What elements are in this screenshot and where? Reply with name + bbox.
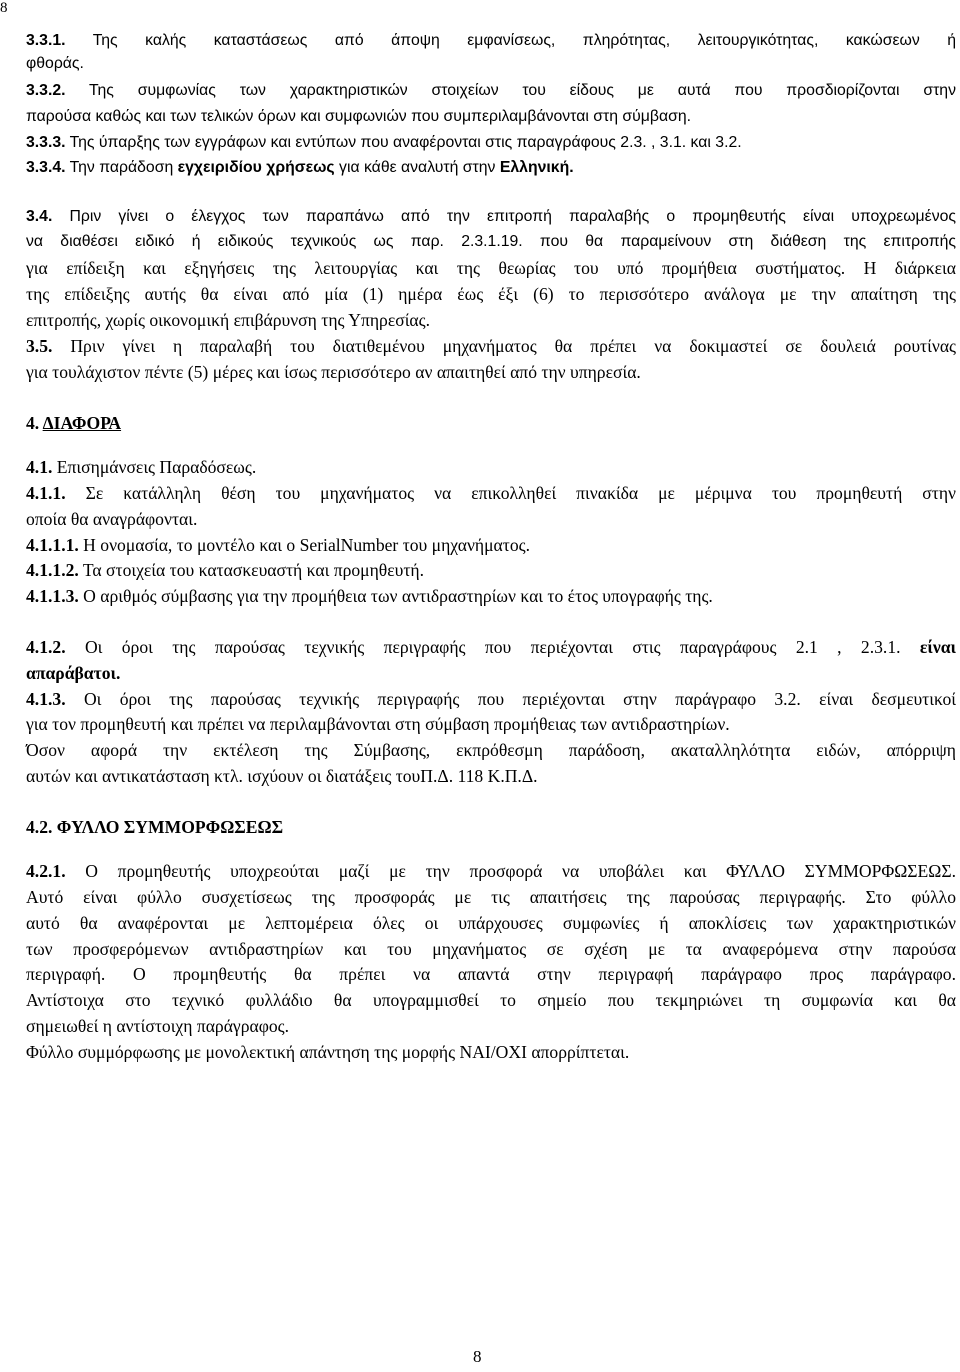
text-run: παρούσα καθώς και των τελικών όρων και συμφωνιών που συμπεριλαμβάνονται στη σύμβαση. xyxy=(26,108,692,125)
text-run: Την παράδοση xyxy=(65,159,178,176)
text-line xyxy=(26,1013,956,1039)
text-run: φθοράς. xyxy=(26,55,84,72)
text-run: να διαθέσει ειδικό ή ειδικούς τεχνικούς ως παρ. 2.3.1.19. που θα παραμείνουν στη διάθεση της επιτροπής xyxy=(26,233,956,250)
bold-text: είναι xyxy=(919,637,956,657)
text-run: σημειωθεί η αντίστοιχη παράγραφος. xyxy=(26,1016,290,1036)
text-run: Επισημάνσεις Παραδόσεως. xyxy=(52,457,257,477)
text-line xyxy=(26,711,956,737)
text-line xyxy=(26,936,956,962)
text-line xyxy=(26,480,956,506)
text-line xyxy=(26,814,956,840)
text-line xyxy=(26,155,956,181)
text-line xyxy=(26,634,956,660)
text-run: Ο προμηθευτής υποχρεούται μαζί με την προσφορά να υποβάλει και ΦΥΛΛΟ ΣΥΜΜΟΡΦΩΣΕΩΣ. xyxy=(65,861,956,881)
text-run: Φύλλο συμμόρφωσης με μονολεκτική απάντηση της μορφής ΝΑΙ/ΟΧΙ απορρίπτεται. xyxy=(26,1042,630,1062)
bold-text: 3.3.1. xyxy=(26,32,66,49)
text-run: Όσον αφορά την εκτέλεση της Σύμβασης, εκπρόθεσμη παράδοση, ακαταλληλότητα ειδών, απόρριψη xyxy=(26,740,956,760)
text-run: αυτών και αντικατάσταση κτλ. ισχύουν οι διατάξεις τουΠ.Δ. 118 Κ.Π.Δ. xyxy=(26,766,538,786)
text-run: Οι όροι της παρούσας τεχνικής περιγραφής που περιέχονται στις παραγράφους 2.1 , 2.3.1. xyxy=(65,637,920,657)
bold-text: Ελληνική. xyxy=(499,159,574,176)
text-run: Τα στοιχεία του κατασκευαστή και προμηθευτή. xyxy=(78,560,425,580)
text-line xyxy=(26,104,956,130)
text-line xyxy=(26,255,956,281)
bold-text: 4.2.1. xyxy=(26,861,66,881)
bold-text: 3.3.2. xyxy=(26,82,66,99)
text-run: Της συμφωνίας των χαρακτηριστικών στοιχείων του είδους με αυτά που προσδιορίζονται στην xyxy=(65,82,956,99)
bold-text: 4.1.3. xyxy=(26,689,66,709)
text-line xyxy=(26,333,956,359)
text-line xyxy=(26,410,956,436)
text-run: των προσφερόμενων αντιδραστηρίων και του μηχανήματος σε σχέση με τα αναφερόμενα στην παρούσα xyxy=(26,939,956,959)
text-line xyxy=(26,506,956,532)
text-run: Πριν γίνει ο έλεγχος των παραπάνω από την επιτροπή παραλαβής ο προμηθευτής είναι υποχρεωμένος xyxy=(52,208,956,225)
text-run: για τον προμηθευτή και πρέπει να περιλαμβάνονται στη σύμβαση προμήθειας των αντιδραστηρίων. xyxy=(26,714,730,734)
text-line xyxy=(26,532,956,558)
bold-text: 4.1.2. xyxy=(26,637,66,657)
text-line xyxy=(26,686,956,712)
bold-text: 3.4. xyxy=(26,208,53,225)
text-line xyxy=(26,229,956,255)
bold-text: 4.1.1.1. xyxy=(26,535,79,555)
text-run: Αντίστοιχα στο τεχνικό φυλλάδιο θα υπογραμμισθεί το σημείο που τεκμηριώνει τη συμφωνία και θα xyxy=(26,990,956,1010)
text-line xyxy=(26,557,956,583)
text-line xyxy=(26,130,956,156)
text-line xyxy=(26,737,956,763)
bold-text: απαράβατοι. xyxy=(26,663,121,683)
bold-text: 4. xyxy=(26,413,43,433)
text-line xyxy=(26,281,956,307)
bold-text: 4.1.1.2. xyxy=(26,560,79,580)
text-line xyxy=(26,660,956,686)
text-run: επιτροπής, χωρίς οικονομική επιβάρυνση της Υπηρεσίας. xyxy=(26,310,431,330)
text-run: οποία θα αναγράφονται. xyxy=(26,509,198,529)
text-line xyxy=(26,858,956,884)
bold-text: 3.3.4. xyxy=(26,159,66,176)
text-run: Της ύπαρξης των εγγράφων και εντύπων που αναφέρονται στις παραγράφους 2.3. , 3.1. και 3.2. xyxy=(65,134,742,151)
text-line xyxy=(26,910,956,936)
text-line xyxy=(26,987,956,1013)
text-run: Πριν γίνει η παραλαβή του διατιθεμένου μηχανήματος θα πρέπει να δοκιμαστεί σε δουλειά ρουτίνας xyxy=(52,336,956,356)
text-run: περιγραφή. Ο προμηθευτής θα πρέπει να απαντά στην περιγραφή παράγραφο προς παράγραφο. xyxy=(26,964,956,984)
text-run: για επίδειξη και εξηγήσεις της λειτουργίας και της θεωρίας του υπό προμήθεια συστήματος. Η διάρκεια xyxy=(26,258,956,278)
text-run: Αυτό είναι φύλλο συσχετίσεως της προσφοράς με τις απαιτήσεις της παρούσας περιγραφής. Στο φύλλο xyxy=(26,887,956,907)
text-run: Ο αριθμός σύμβασης για την προμήθεια των αντιδραστηρίων και το έτος υπογραφής της. xyxy=(78,586,713,606)
bold-text: 3.5. xyxy=(26,336,53,356)
text-line xyxy=(26,359,956,385)
text-line xyxy=(26,583,956,609)
text-line xyxy=(26,454,956,480)
text-line xyxy=(26,884,956,910)
bold-text: ΔΙΑΦΟΡΑ xyxy=(42,413,122,433)
page-number-bottom: 8 xyxy=(473,1347,482,1366)
text-run: Σε κατάλληλη θέση του μηχανήματος να επικολληθεί πινακίδα με μέριμνα του προμηθευτή στην xyxy=(65,483,956,503)
bold-text: 4.1.1. xyxy=(26,483,66,503)
text-run: αυτό θα αναφέρονται με λεπτομέρεια όλες οι υπάρχουσες συμφωνίες ή αποκλίσεις των χαρακτηριστικών xyxy=(26,913,956,933)
bold-text: 3.3.3. xyxy=(26,134,66,151)
text-run: Της καλής καταστάσεως από άποψη εμφανίσεως, πληρότητας, λειτουργικότητας, κακώσεων ή xyxy=(65,32,956,49)
text-line xyxy=(26,961,956,987)
text-run: Οι όροι της παρούσας τεχνικής περιγραφής που περιέχονται στην παράγραφο 3.2. είναι δεσμευτικοί xyxy=(65,689,956,709)
bold-text: 4.1. xyxy=(26,457,53,477)
bold-text: 4.1.1.3. xyxy=(26,586,79,606)
text-run: της επίδειξης αυτής θα είναι από μία (1) ημέρα έως έξι (6) το περισσότερο ανάλογα με την απαίτηση της xyxy=(26,284,956,304)
text-line xyxy=(26,51,956,77)
text-run: Η ονομασία, το μοντέλο και ο SerialNumber του μηχανήματος. xyxy=(78,535,530,555)
text-run: για τουλάχιστον πέντε (5) μέρες και ίσως περισσότερο αν απαιτηθεί από την υπηρεσία. xyxy=(26,362,641,382)
text-line xyxy=(26,1039,956,1065)
page-number-top: 8 xyxy=(0,0,8,16)
text-line xyxy=(26,78,956,104)
text-line xyxy=(26,204,956,230)
text-line xyxy=(26,307,956,333)
text-line xyxy=(26,763,956,789)
bold-text: 4.2. ΦΥΛΛΟ ΣΥΜΜΟΡΦΩΣΕΩΣ xyxy=(26,817,284,837)
text-run: για κάθε αναλυτή στην xyxy=(334,159,500,176)
bold-text: εγχειριδίου χρήσεως xyxy=(177,159,335,176)
